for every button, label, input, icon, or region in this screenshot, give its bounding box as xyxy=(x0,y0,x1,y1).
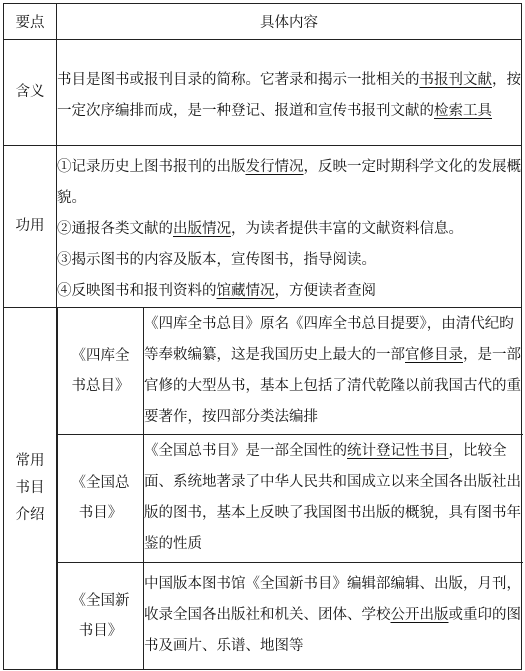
book-name: 《全国新 书目》 xyxy=(58,562,144,669)
key-hanyi: 含义 xyxy=(4,40,57,146)
header-row xyxy=(4,4,522,40)
gongyong-text xyxy=(57,146,522,308)
row-hanyi xyxy=(4,40,522,146)
booklist-cell xyxy=(57,308,522,670)
gongyong-item-3: ③揭示图书的内容及版本，宣传图书，指导阅读。 xyxy=(57,252,376,268)
book-name: 《四库全 书总目》 xyxy=(58,308,144,434)
term-jiansuo: 检索工具 xyxy=(434,102,492,119)
book-desc: 《四库全书总目》原名《四库全书总目提要》，由清代纪昀等奉敕编纂，这是我国历史上最大的一部官修目录，是一部官修的大型丛书，基本上包括了清代乾隆以前我国古代的重要著作，按四部分类法编排 xyxy=(144,308,523,434)
book-desc: 中国版本图书馆《全国新书目》编辑部编辑、出版，月刊，收录全国各出版社和机关、团体、学校公开出版或重印的图书及画片、乐谱、地图等 xyxy=(144,562,523,669)
book-row xyxy=(58,562,523,669)
gongyong-item-2: ②通报各类文献的出版情况，为读者提供丰富的文献资料信息。 xyxy=(57,221,463,237)
book-name: 《全国总 书目》 xyxy=(58,434,144,562)
hanyi-text: 书目是图书或报刊目录的简称。它著录和揭示一批相关的书报刊文献，按一定次序编排而成，是一种登记、报道和宣传书报刊文献的检索工具 xyxy=(57,40,522,146)
gongyong-item-1: ①记录历史上图书报刊的出版发行情况，反映一定时期科学文化的发展概貌。 xyxy=(57,159,521,206)
row-gongyong xyxy=(4,146,522,308)
book-row xyxy=(58,434,523,562)
key-changyong: 常用 书目 介绍 xyxy=(4,308,57,670)
book-row xyxy=(58,308,523,434)
booklist-table xyxy=(57,308,523,669)
book-desc: 《全国总书目》是一部全国性的统计登记性书目，比较全面、系统地著录了中华人民共和国成立以来全国各出版社出版的图书，基本上反映了我国图书出版的概貌，具有图书年鉴的性质 xyxy=(144,434,523,562)
row-changyong xyxy=(4,308,522,670)
header-content: 具体内容 xyxy=(57,4,522,40)
key-gongyong: 功用 xyxy=(4,146,57,308)
content-table xyxy=(3,3,522,670)
gongyong-item-4: ④反映图书和报刊资料的馆藏情况，方便读者查阅 xyxy=(57,283,376,299)
header-key: 要点 xyxy=(4,4,57,40)
term-shubaokan: 书报刊文献 xyxy=(419,71,492,88)
